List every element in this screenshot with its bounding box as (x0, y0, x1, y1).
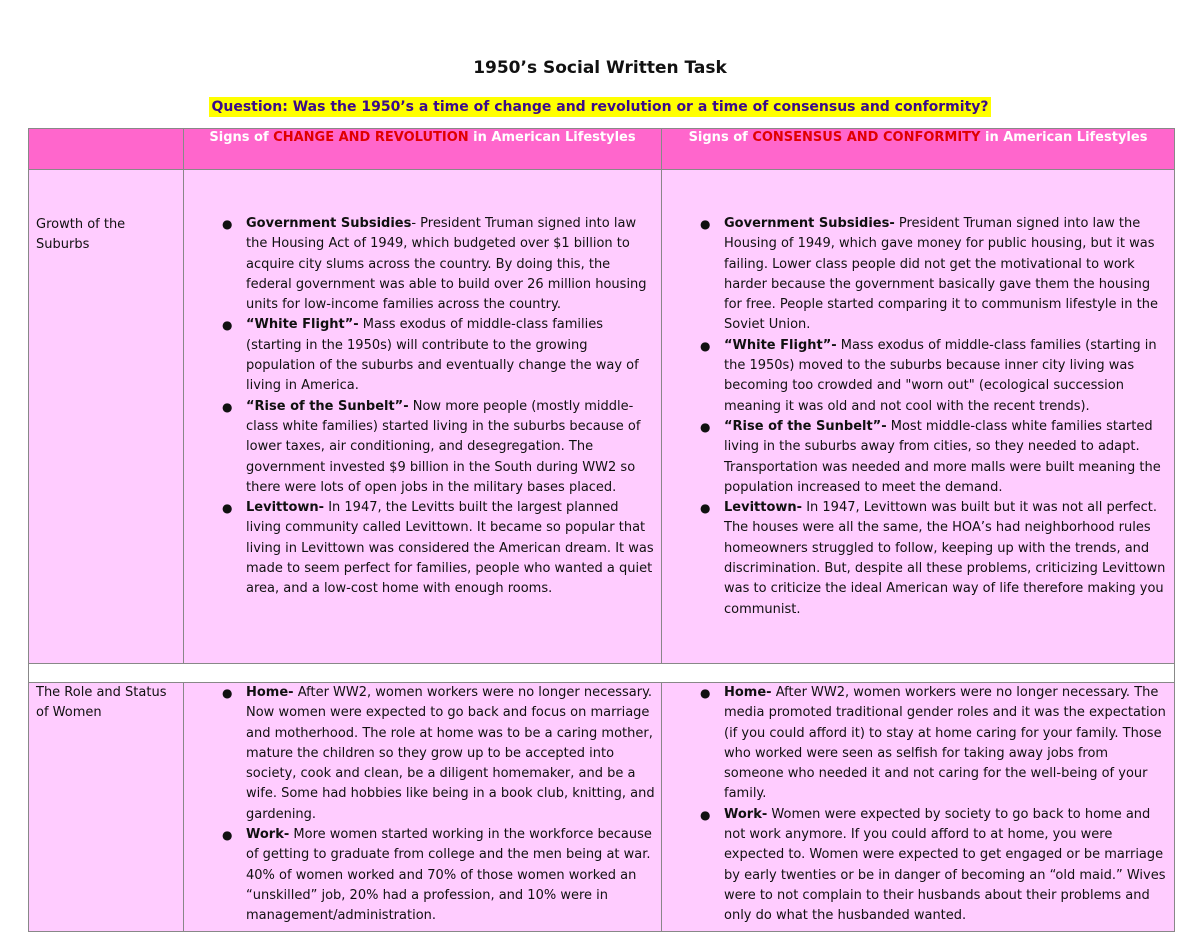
list-item (700, 417, 1168, 498)
row-label: The Role and Status of Women (29, 683, 184, 932)
question-wrap (0, 96, 1200, 117)
bullet-icon: ● (222, 828, 233, 843)
list-item (700, 214, 1168, 336)
bullet-label: “White Flight”- (724, 337, 837, 353)
list-item (700, 336, 1168, 417)
change-cell (184, 170, 662, 664)
bullet-icon: ● (222, 399, 233, 414)
header-conformity-suffix: in American Lifestyles (980, 130, 1148, 145)
bullet-text: After WW2, women workers were no longer necessary. The media promoted traditional gender roles and it was the expectation (if you could afford it) to stay at home caring for your family. Those who worked were seen as selfish for taking away jobs from someone who needed it and not caring for the well-being of your family. (724, 685, 1166, 802)
list-item (222, 683, 655, 825)
conformity-list (668, 683, 1168, 927)
page-title: 1950’s Social Written Task (473, 58, 727, 78)
header-change (184, 129, 662, 170)
bullet-text: President Truman signed into law the Housing of 1949, which gave money for public housing, but it was failing. Lower class people did not get the motivational to work harder because the government basically gave them the housing for free. People started comparing it to communism lifestyle in the Soviet Union. (724, 216, 1158, 333)
header-row (29, 129, 1175, 170)
header-change-prefix: Signs of (209, 130, 274, 145)
bullet-icon: ● (700, 686, 711, 700)
change-cell (184, 683, 662, 932)
bullet-text: Mass exodus of middle-class families (starting in the 1950s) will contribute to the growing population of the suburbs and eventually change the way of living in America. (246, 317, 639, 394)
change-list (190, 214, 655, 600)
bullet-text: Now more people (mostly middle-class white families) started living in the suburbs because of lower taxes, air conditioning, and desegregation. The government invested $9 billion in the South during WW2 so there were lots of open jobs in the military bases placed. (246, 398, 641, 495)
question-highlight: Question: Was the 1950’s a time of change and revolution or a time of consensus and conformity? (211, 99, 989, 115)
list-item (222, 214, 655, 315)
list-item (222, 397, 655, 498)
bullet-label: “Rise of the Sunbelt”- (724, 418, 887, 434)
header-conformity-highlight: CONSENSUS AND CONFORMITY (752, 130, 981, 145)
bullet-text: Women were expected by society to go back to home and not work anymore. If you could afford to at home, you were expected to. Women were expected to get engaged or be marriage by early twenties or be in danger of becoming an “old maid.” Wives were to not complain to their husbands about their problems and only do what the husbanded wanted. (724, 806, 1166, 924)
bullet-label: “White Flight”- (246, 317, 359, 333)
bullet-text: After WW2, women workers were no longer necessary. Now women were expected to go back and focus on marriage and motherhood. The role at home was to be a caring mother, mature the children so they grow up to be accepted into society, cook and clean, be a diligent homemaker, and be a wife. Some had hobbies like being in a book club, knitting, and gardening. (246, 685, 655, 822)
bullet-label: Government Subsidies- (724, 216, 895, 231)
bullet-label: Levittown- (724, 500, 803, 516)
bullet-icon: ● (700, 419, 711, 434)
spacer-row (29, 664, 1175, 683)
list-item (222, 498, 655, 599)
list-item (222, 315, 655, 396)
bullet-icon: ● (222, 686, 233, 700)
list-item (700, 498, 1168, 620)
bullet-icon: ● (700, 807, 711, 822)
bullet-label: Home- (724, 685, 772, 700)
bullet-text: Mass exodus of middle-class families (starting in the 1950s) moved to the suburbs because inner city living was becoming too crowded and "worn out" (ecological succession meaning it was old and not cool with the recent trends). (724, 337, 1157, 414)
change-list (190, 683, 655, 927)
conformity-list (668, 214, 1168, 620)
list-item (700, 683, 1168, 805)
comparison-table (28, 128, 1175, 932)
header-empty-cell (29, 129, 184, 170)
conformity-cell (662, 683, 1175, 932)
bullet-label: Home- (246, 685, 294, 700)
bullet-icon: ● (700, 338, 711, 353)
bullet-text: - President Truman signed into law the Housing Act of 1949, which budgeted over $1 billion to acquire city slums across the country. By doing this, the federal government was able to build over 26 million housing units for low-income families across the country. (246, 216, 647, 313)
header-conformity (662, 129, 1175, 170)
bullet-icon: ● (222, 501, 233, 516)
bullet-label: “Rise of the Sunbelt”- (246, 398, 409, 414)
conformity-cell (662, 170, 1175, 664)
bullet-icon: ● (700, 217, 711, 231)
bullet-label: Levittown- (246, 500, 325, 516)
bullet-icon: ● (222, 217, 233, 231)
list-item (700, 805, 1168, 927)
row-label: Growth of the Suburbs (29, 170, 184, 664)
header-conformity-prefix: Signs of (688, 130, 753, 145)
spacer-cell (29, 664, 1175, 683)
list-item (222, 825, 655, 926)
bullet-text: More women started working in the workforce because of getting to graduate from college and the men being at war. 40% of women worked and 70% of those women worked an “unskilled” job, 20% had a profession, and 10% were in management/administration. (246, 827, 652, 924)
bullet-label: Work- (724, 806, 768, 822)
bullet-icon: ● (700, 501, 711, 516)
bullet-label: Work- (246, 827, 290, 843)
bullet-icon: ● (222, 318, 233, 333)
bullet-text: Most middle-class white families started living in the suburbs away from cities, so they needed to adapt. Transportation was needed and more malls were built meaning the population increased to meet the demand. (724, 418, 1161, 495)
bullet-text: In 1947, Levittown was built but it was not all perfect. The houses were all the same, the HOA’s had neighborhood rules homeowners struggled to follow, keeping up with the trends, and discrimination. But, despite all these problems, criticizing Levittown was to criticize the ideal American way of life therefore making you communist. (724, 500, 1166, 617)
table-row-suburbs (29, 170, 1175, 664)
bullet-text: In 1947, the Levitts built the largest planned living community called Levittown. It became so popular that living in Levittown was considered the American dream. It was made to seem perfect for families, people who wanted a quiet area, and a low-cost home with enough rooms. (246, 500, 654, 597)
table-row-women (29, 683, 1175, 932)
header-change-suffix: in American Lifestyles (468, 130, 636, 145)
bullet-label: Government Subsidies (246, 216, 412, 231)
header-change-highlight: CHANGE AND REVOLUTION (273, 130, 469, 145)
